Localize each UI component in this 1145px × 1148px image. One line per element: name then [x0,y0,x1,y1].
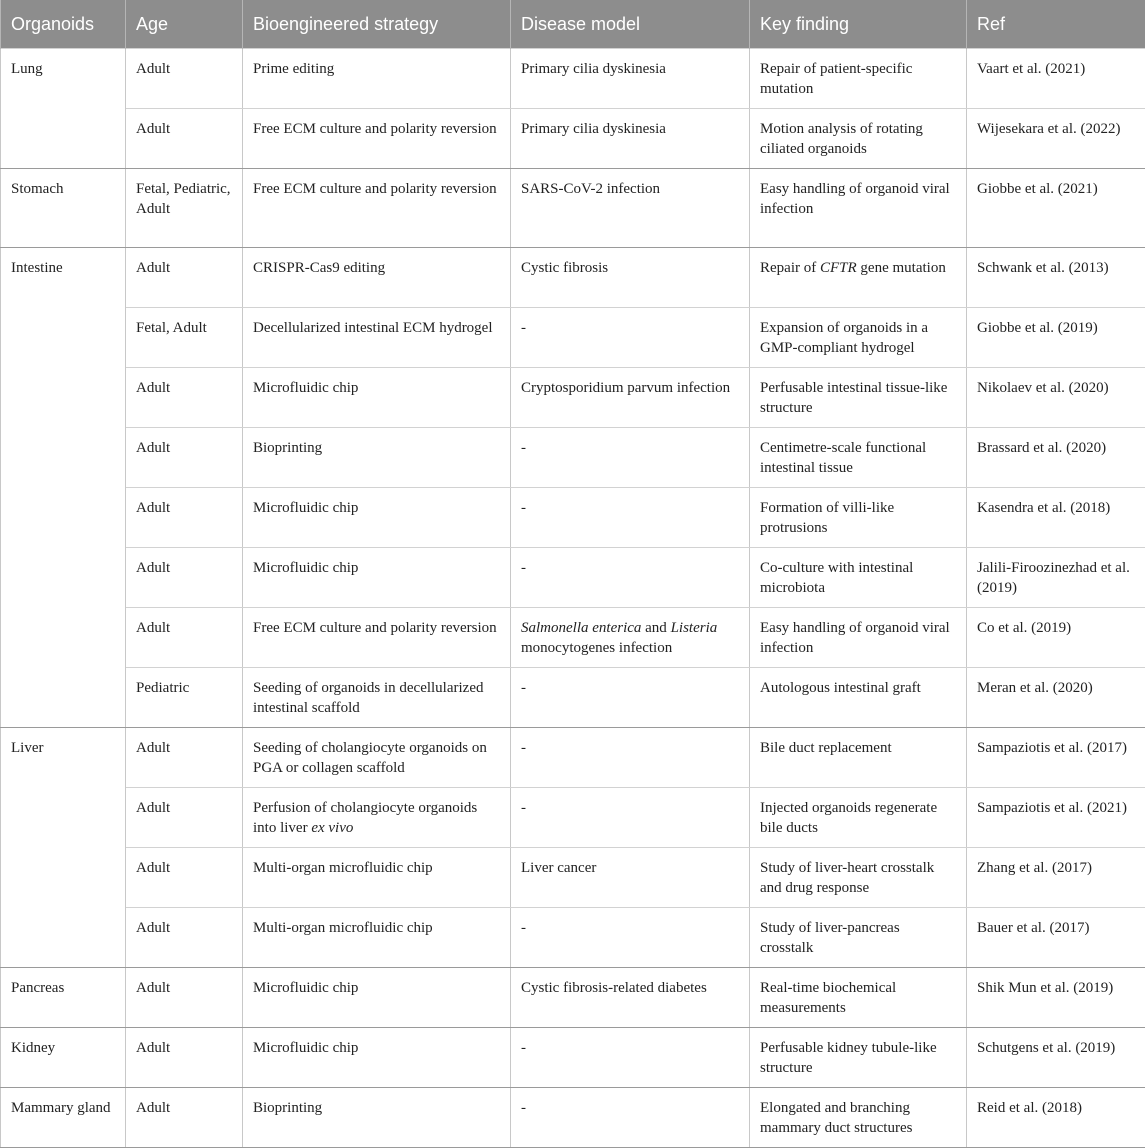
ref-cell: Sampaziotis et al. (2021) [967,788,1145,848]
table-row [1,788,1145,848]
finding-cell: Real-time biochemical measurements [750,968,967,1028]
ref-cell: Sampaziotis et al. (2017) [967,728,1145,788]
table-row [1,908,1145,968]
strategy-cell: Multi-organ microfluidic chip [243,848,511,908]
finding-cell: Perfusable kidney tubule-like structure [750,1028,967,1088]
strategy-cell [243,788,511,848]
age-cell: Fetal, Pediatric, Adult [126,169,243,248]
table-row [1,488,1145,548]
ref-cell: Co et al. (2019) [967,608,1145,668]
strategy-cell: Multi-organ microfluidic chip [243,908,511,968]
finding-cell: Study of liver-heart crosstalk and drug response [750,848,967,908]
header-key-finding: Key finding [750,0,967,49]
ref-cell: Bauer et al. (2017) [967,908,1145,968]
finding-cell: Injected organoids regenerate bile ducts [750,788,967,848]
ref-cell: Brassard et al. (2020) [967,428,1145,488]
strategy-cell: Free ECM culture and polarity reversion [243,608,511,668]
finding-cell: Co-culture with intestinal microbiota [750,548,967,608]
table-row [1,368,1145,428]
finding-text: Repair of [760,260,820,276]
strategy-cell: Prime editing [243,49,511,109]
disease-cell: SARS-CoV-2 infection [511,169,750,248]
strategy-emphasis: ex vivo [311,820,353,836]
disease-cell: - [511,788,750,848]
table-row [1,308,1145,368]
header-organoids: Organoids [1,0,126,49]
finding-cell: Autologous intestinal graft [750,668,967,728]
disease-cell [511,608,750,668]
ref-cell: Meran et al. (2020) [967,668,1145,728]
disease-cell: Cryptosporidium parvum infection [511,368,750,428]
strategy-cell: Decellularized intestinal ECM hydrogel [243,308,511,368]
disease-cell: Cystic fibrosis-related diabetes [511,968,750,1028]
organ-cell-stomach: Stomach [1,169,126,248]
table-row [1,1088,1145,1148]
table-row [1,848,1145,908]
table-row [1,428,1145,488]
strategy-cell: CRISPR-Cas9 editing [243,248,511,308]
ref-cell: Wijesekara et al. (2022) [967,109,1145,169]
ref-cell: Shik Mun et al. (2019) [967,968,1145,1028]
table-row [1,169,1145,248]
age-cell: Adult [126,1028,243,1088]
table-row [1,548,1145,608]
organ-cell-liver: Liver [1,728,126,968]
finding-cell: Study of liver-pancreas crosstalk [750,908,967,968]
table-row [1,109,1145,169]
age-cell: Adult [126,488,243,548]
strategy-cell: Bioprinting [243,428,511,488]
finding-cell: Motion analysis of rotating ciliated organoids [750,109,967,169]
age-cell: Adult [126,248,243,308]
ref-cell: Schutgens et al. (2019) [967,1028,1145,1088]
organ-cell-lung: Lung [1,49,126,169]
header-strategy: Bioengineered strategy [243,0,511,49]
strategy-cell: Microfluidic chip [243,368,511,428]
ref-cell: Nikolaev et al. (2020) [967,368,1145,428]
disease-cell: Liver cancer [511,848,750,908]
age-cell: Adult [126,49,243,109]
finding-cell: Elongated and branching mammary duct structures [750,1088,967,1148]
ref-cell: Schwank et al. (2013) [967,248,1145,308]
age-cell: Adult [126,1088,243,1148]
species-name: Listeria [671,620,718,636]
disease-cell: - [511,548,750,608]
finding-cell: Expansion of organoids in a GMP-compliant hydrogel [750,308,967,368]
table-row [1,248,1145,308]
disease-text: and [641,620,670,636]
table-row [1,1028,1145,1088]
ref-cell: Vaart et al. (2021) [967,49,1145,109]
header-age: Age [126,0,243,49]
organ-cell-intestine: Intestine [1,248,126,728]
strategy-cell: Microfluidic chip [243,548,511,608]
strategy-cell: Microfluidic chip [243,968,511,1028]
age-cell: Adult [126,368,243,428]
ref-cell: Kasendra et al. (2018) [967,488,1145,548]
finding-cell: Easy handling of organoid viral infection [750,608,967,668]
table-row [1,968,1145,1028]
strategy-cell: Bioprinting [243,1088,511,1148]
finding-cell [750,248,967,308]
disease-cell: Primary cilia dyskinesia [511,109,750,169]
strategy-cell: Free ECM culture and polarity reversion [243,169,511,248]
disease-cell: Cystic fibrosis [511,248,750,308]
table-row [1,668,1145,728]
age-cell: Adult [126,788,243,848]
disease-text: monocytogenes infection [521,640,672,656]
finding-cell: Bile duct replacement [750,728,967,788]
disease-cell: - [511,668,750,728]
age-cell: Adult [126,109,243,169]
strategy-cell: Seeding of cholangiocyte organoids on PGA or collagen scaffold [243,728,511,788]
finding-cell: Formation of villi-like protrusions [750,488,967,548]
disease-cell: - [511,1088,750,1148]
organ-cell-kidney: Kidney [1,1028,126,1088]
table-row [1,608,1145,668]
disease-cell: - [511,728,750,788]
age-cell: Adult [126,968,243,1028]
table-row [1,49,1145,109]
strategy-cell: Microfluidic chip [243,488,511,548]
finding-cell: Centimetre-scale functional intestinal tissue [750,428,967,488]
disease-cell: Primary cilia dyskinesia [511,49,750,109]
table-row [1,728,1145,788]
header-ref: Ref [967,0,1145,49]
ref-cell: Giobbe et al. (2021) [967,169,1145,248]
header-disease-model: Disease model [511,0,750,49]
age-cell: Adult [126,428,243,488]
disease-cell: - [511,428,750,488]
disease-cell: - [511,908,750,968]
age-cell: Adult [126,548,243,608]
age-cell: Adult [126,728,243,788]
finding-cell: Perfusable intestinal tissue-like structure [750,368,967,428]
gene-name: CFTR [820,260,857,276]
strategy-cell: Microfluidic chip [243,1028,511,1088]
ref-cell: Zhang et al. (2017) [967,848,1145,908]
disease-cell: - [511,308,750,368]
species-name: Salmonella enterica [521,620,641,636]
finding-text: gene mutation [857,260,946,276]
age-cell: Fetal, Adult [126,308,243,368]
strategy-text: Perfusion of cholangiocyte organoids into liver [253,800,477,836]
finding-cell: Easy handling of organoid viral infection [750,169,967,248]
strategy-cell: Seeding of organoids in decellularized intestinal scaffold [243,668,511,728]
ref-cell: Reid et al. (2018) [967,1088,1145,1148]
organ-cell-pancreas: Pancreas [1,968,126,1028]
age-cell: Adult [126,848,243,908]
disease-cell: - [511,488,750,548]
age-cell: Adult [126,608,243,668]
age-cell: Pediatric [126,668,243,728]
age-cell: Adult [126,908,243,968]
disease-cell: - [511,1028,750,1088]
organ-cell-mammary-gland: Mammary gland [1,1088,126,1148]
ref-cell: Jalili-Firoozinezhad et al. (2019) [967,548,1145,608]
finding-cell: Repair of patient-specific mutation [750,49,967,109]
strategy-cell: Free ECM culture and polarity reversion [243,109,511,169]
ref-cell: Giobbe et al. (2019) [967,308,1145,368]
header-row [1,0,1145,49]
